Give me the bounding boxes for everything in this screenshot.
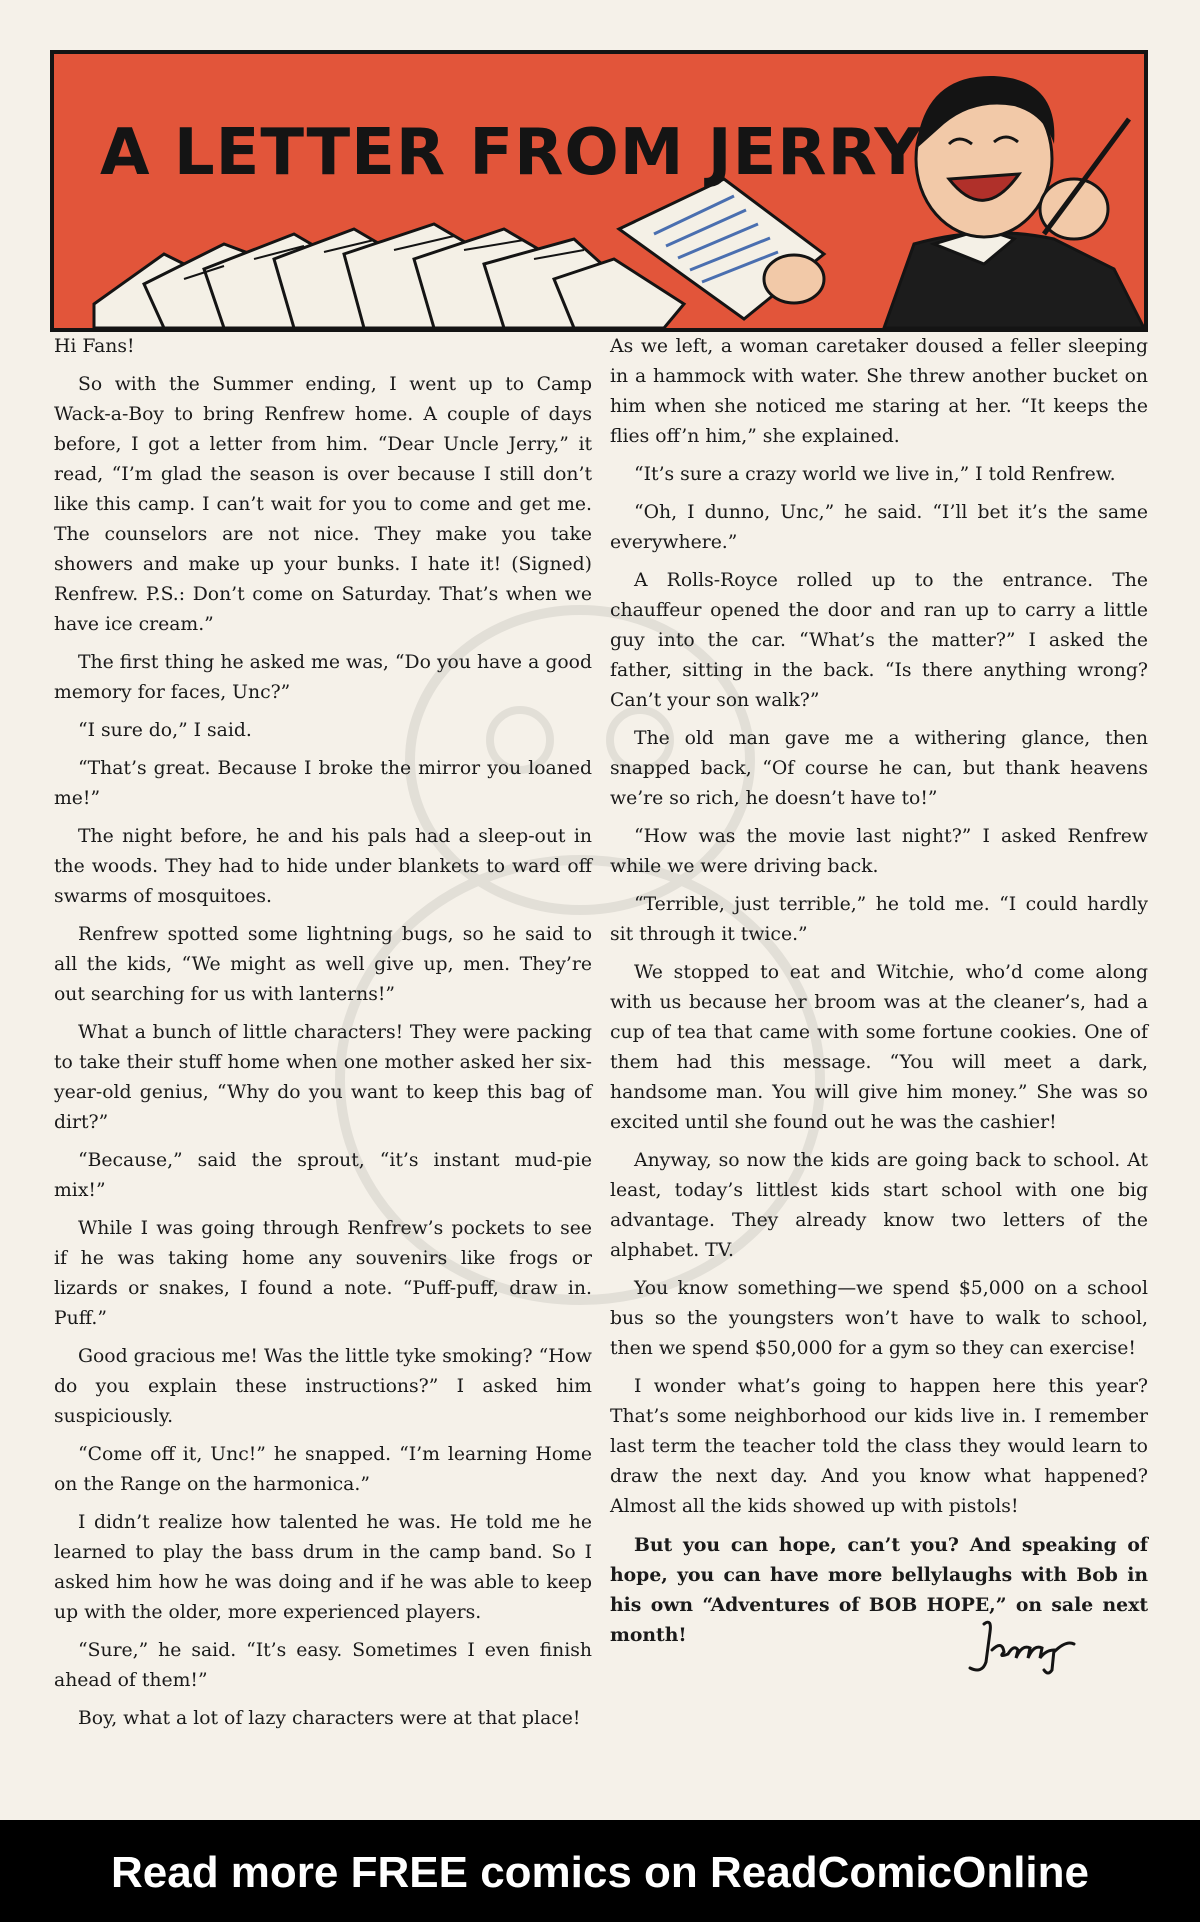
letter-paragraph: “Oh, I dunno, Unc,” he said. “I’ll bet it’s the same everywhere.”: [610, 502, 1148, 553]
fan-letters-pile: [94, 224, 684, 328]
letter-paragraph: I didn’t realize how talented he was. He told me he learned to play the bass drum in the camp band. So I asked him how he was doing and if he was able to keep up with the older, more experienced players.: [54, 1512, 592, 1623]
letter-paragraph: “Terrible, just terrible,” he told me. “I could hardly sit through it twice.”: [610, 894, 1148, 945]
letter-column-left: [54, 332, 592, 1740]
letter-paragraph: The old man gave me a withering glance, then snapped back, “Of course he can, but thank heavens we’re so rich, he doesn’t have to!”: [610, 728, 1148, 809]
letter-paragraph: A Rolls-Royce rolled up to the entrance. The chauffeur opened the door and ran up to carry a little guy into the car. “What’s the matter?” I asked the father, sitting in the back. “Is there anything wrong? Can’t your son walk?”: [610, 570, 1148, 711]
letter-paragraph: “I sure do,” I said.: [78, 720, 252, 741]
letter-closing-promo: But you can hope, can’t you? And speaking of hope, you can have more bellylaughs with Bob in his own “Adventures of BOB HOPE,” on sale next month!: [610, 1534, 1148, 1646]
boy-hand-left: [764, 255, 824, 303]
letter-greeting: Hi Fans!: [54, 336, 135, 357]
banner-illustration: [54, 54, 1144, 328]
letter-paragraph: We stopped to eat and Witchie, who’d come along with us because her broom was at the cleaner’s, had a cup of tea that came with some fortune cookies. One of them had this message. “You will meet a dark, handsome man. You will give him money.” She was so excited until she found out he was the cashier!: [610, 962, 1148, 1133]
letter-paragraph: “That’s great. Because I broke the mirror you loaned me!”: [54, 758, 592, 809]
signature-jerry: [962, 1610, 1082, 1680]
letter-column-right: [610, 332, 1148, 1658]
letter-paragraph: “Because,” said the sprout, “it’s instant mud-pie mix!”: [54, 1150, 592, 1201]
letter-paragraph: “Come off it, Unc!” he snapped. “I’m learning Home on the Range on the harmonica.”: [54, 1444, 592, 1495]
letter-paragraph: While I was going through Renfrew’s pockets to see if he was taking home any souvenirs like frogs or lizards or snakes, I found a note. “Puff-puff, draw in. Puff.”: [54, 1218, 592, 1329]
letter-paragraph: Good gracious me! Was the little tyke smoking? “How do you explain these instructions?” I asked him suspiciously.: [54, 1346, 592, 1427]
letter-paragraph: The night before, he and his pals had a sleep-out in the woods. They had to hide under blankets to ward off swarms of mosquitoes.: [54, 826, 592, 907]
letter-paragraph: “How was the movie last night?” I asked Renfrew while we were driving back.: [610, 826, 1148, 877]
footer-promo-text[interactable]: Read more FREE comics on ReadComicOnline: [110, 1848, 1089, 1897]
letter-paragraph: So with the Summer ending, I went up to Camp Wack-a-Boy to bring Renfrew home. A couple of days before, I got a letter from him. “Dear Uncle Jerry,” it read, “I’m glad the season is over because I still don’t like this camp. I can’t wait for you to come and get me. The counselors are not nice. They make you take showers and make up your bunks. I hate it! (Signed) Renfrew. P.S.: Don’t come on Saturday. That’s when we have ice cream.”: [54, 374, 592, 635]
letter-body: [54, 332, 1150, 1729]
boy-sweater: [884, 233, 1144, 328]
banner-title: A LETTER FROM JERRY: [100, 116, 922, 190]
letter-paragraph: “Sure,” he said. “It’s easy. Sometimes I even finish ahead of them!”: [54, 1640, 592, 1691]
letter-paragraph: You know something—we spend $5,000 on a school bus so the youngsters won’t have to walk to school, then we spend $50,000 for a gym so they can exercise!: [610, 1278, 1148, 1359]
letter-paragraph: What a bunch of little characters! They were packing to take their stuff home when one mother asked her six-year-old genius, “Why do you want to keep this bag of dirt?”: [54, 1022, 592, 1133]
letter-paragraph: Renfrew spotted some lightning bugs, so he said to all the kids, “We might as well give up, men. They’re out searching for us with lanterns!”: [54, 924, 592, 1005]
letter-paragraph: Anyway, so now the kids are going back to school. At least, today’s littlest kids start school with one big advantage. They already know two letters of the alphabet. TV.: [610, 1150, 1148, 1261]
letter-paragraph: Boy, what a lot of lazy characters were at that place!: [78, 1708, 581, 1729]
footer-bar: [0, 1820, 1200, 1922]
boy-hand-right: [1040, 179, 1108, 239]
letter-paragraph: As we left, a woman caretaker doused a feller sleeping in a hammock with water. She threw another bucket on him when she noticed me staring at her. “It keeps the flies off’n him,” she explained.: [610, 336, 1148, 447]
letter-header-banner: [50, 50, 1148, 332]
letter-paragraph: I wonder what’s going to happen here this year? That’s some neighborhood our kids live in. I remember last term the teacher told the class they would learn to draw the next day. And you know what happened? Almost all the kids showed up with pistols!: [610, 1376, 1148, 1517]
letter-paragraph: The first thing he asked me was, “Do you have a good memory for faces, Unc?”: [54, 652, 592, 703]
letter-paragraph: “It’s sure a crazy world we live in,” I told Renfrew.: [634, 464, 1116, 485]
